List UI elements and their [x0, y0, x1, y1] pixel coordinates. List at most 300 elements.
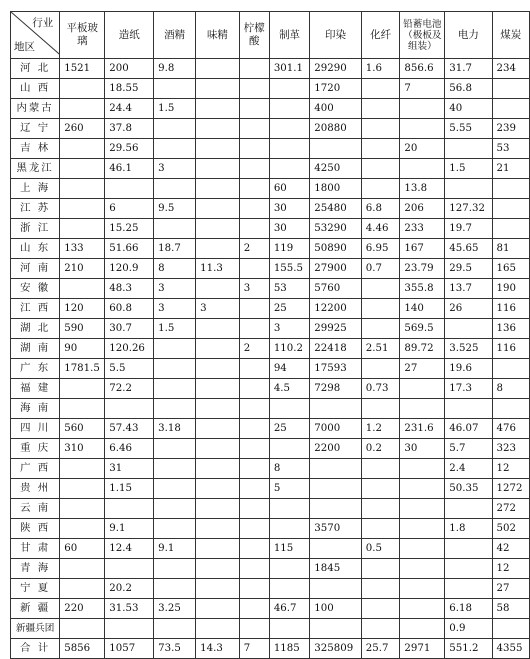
table-row: [11, 139, 530, 159]
table-row: [11, 519, 530, 539]
table-row: [11, 439, 530, 459]
value-cell: [60, 379, 105, 399]
table-row: [11, 219, 530, 239]
table-row: [11, 359, 530, 379]
value-cell: 325809: [310, 639, 361, 659]
value-cell: [361, 119, 400, 139]
value-cell: 60: [60, 539, 105, 559]
value-cell: [445, 139, 492, 159]
value-cell: 231.6: [400, 419, 445, 439]
value-cell: 6.95: [361, 239, 400, 259]
column-header-chemical-fiber: 化纤: [361, 12, 400, 59]
value-cell: [269, 439, 309, 459]
value-cell: [196, 359, 240, 379]
column-header-dyeing: 印染: [310, 12, 361, 59]
value-cell: 53290: [310, 219, 361, 239]
value-cell: 2: [239, 239, 269, 259]
region-cell: 内蒙古: [11, 99, 60, 119]
table-row: [11, 59, 530, 79]
value-cell: 0.9: [445, 619, 492, 639]
value-cell: [154, 619, 196, 639]
value-cell: 22418: [310, 339, 361, 359]
value-cell: 2.4: [445, 459, 492, 479]
value-cell: 73.5: [154, 639, 196, 659]
value-cell: [445, 559, 492, 579]
value-cell: [60, 499, 105, 519]
region-cell: 甘 肃: [11, 539, 60, 559]
value-cell: 4.46: [361, 219, 400, 239]
value-cell: [60, 219, 105, 239]
value-cell: [196, 419, 240, 439]
value-cell: [361, 519, 400, 539]
value-cell: [239, 259, 269, 279]
table-row: [11, 239, 530, 259]
value-cell: [492, 179, 529, 199]
value-cell: [60, 279, 105, 299]
value-cell: [239, 159, 269, 179]
region-cell: 山 西: [11, 79, 60, 99]
value-cell: 116: [492, 299, 529, 319]
value-cell: 7: [239, 639, 269, 659]
value-cell: [361, 619, 400, 639]
data-table-container: [10, 11, 530, 659]
value-cell: 0.2: [361, 439, 400, 459]
column-header-leather: 制革: [269, 12, 309, 59]
value-cell: 31: [105, 459, 154, 479]
region-cell: 云 南: [11, 499, 60, 519]
value-cell: [445, 399, 492, 419]
value-cell: 569.5: [400, 319, 445, 339]
value-cell: 21: [492, 159, 529, 179]
table-row: [11, 319, 530, 339]
value-cell: 239: [492, 119, 529, 139]
value-cell: 13.7: [445, 279, 492, 299]
value-cell: 3: [154, 279, 196, 299]
value-cell: [105, 559, 154, 579]
value-cell: 310: [60, 439, 105, 459]
value-cell: 3.525: [445, 339, 492, 359]
value-cell: 12: [492, 559, 529, 579]
value-cell: [269, 119, 309, 139]
value-cell: [445, 499, 492, 519]
value-cell: 1.5: [154, 99, 196, 119]
value-cell: 81: [492, 239, 529, 259]
value-cell: 51.66: [105, 239, 154, 259]
region-cell: 海 南: [11, 399, 60, 419]
table-row: [11, 559, 530, 579]
value-cell: 856.6: [400, 59, 445, 79]
value-cell: 90: [60, 339, 105, 359]
column-header-papermaking: 造纸: [105, 12, 154, 59]
value-cell: [239, 139, 269, 159]
value-cell: 200: [105, 59, 154, 79]
value-cell: 2971: [400, 639, 445, 659]
value-cell: 3: [239, 279, 269, 299]
value-cell: 6.46: [105, 439, 154, 459]
value-cell: [361, 459, 400, 479]
value-cell: [196, 339, 240, 359]
value-cell: [154, 179, 196, 199]
value-cell: [400, 479, 445, 499]
value-cell: [492, 359, 529, 379]
value-cell: 19.7: [445, 219, 492, 239]
value-cell: 31.53: [105, 599, 154, 619]
value-cell: 1272: [492, 479, 529, 499]
value-cell: 3.18: [154, 419, 196, 439]
value-cell: 1.8: [445, 519, 492, 539]
value-cell: [60, 559, 105, 579]
value-cell: 590: [60, 319, 105, 339]
value-cell: [154, 219, 196, 239]
value-cell: 1.2: [361, 419, 400, 439]
value-cell: 5760: [310, 279, 361, 299]
value-cell: 5.55: [445, 119, 492, 139]
value-cell: [400, 619, 445, 639]
value-cell: 560: [60, 419, 105, 439]
value-cell: 272: [492, 499, 529, 519]
value-cell: 140: [400, 299, 445, 319]
value-cell: [239, 599, 269, 619]
value-cell: [492, 199, 529, 219]
value-cell: [239, 79, 269, 99]
region-cell: 四 川: [11, 419, 60, 439]
value-cell: 127.32: [445, 199, 492, 219]
value-cell: 3: [154, 159, 196, 179]
value-cell: [269, 619, 309, 639]
value-cell: 56.8: [445, 79, 492, 99]
value-cell: [400, 559, 445, 579]
value-cell: [60, 519, 105, 539]
value-cell: [196, 159, 240, 179]
value-cell: [239, 119, 269, 139]
value-cell: 25: [269, 299, 309, 319]
value-cell: [400, 459, 445, 479]
table-row: [11, 599, 530, 619]
value-cell: [361, 179, 400, 199]
value-cell: [492, 399, 529, 419]
value-cell: 5.5: [105, 359, 154, 379]
value-cell: 502: [492, 519, 529, 539]
value-cell: 27900: [310, 259, 361, 279]
value-cell: [269, 559, 309, 579]
value-cell: [196, 179, 240, 199]
value-cell: [196, 239, 240, 259]
value-cell: [310, 539, 361, 559]
value-cell: [154, 339, 196, 359]
value-cell: [154, 479, 196, 499]
value-cell: 190: [492, 279, 529, 299]
table-row: [11, 79, 530, 99]
value-cell: 18.55: [105, 79, 154, 99]
value-cell: 3: [269, 319, 309, 339]
value-cell: [239, 199, 269, 219]
column-header-alcohol: 酒精: [154, 12, 196, 59]
value-cell: [105, 499, 154, 519]
value-cell: [196, 379, 240, 399]
value-cell: [492, 79, 529, 99]
value-cell: [361, 319, 400, 339]
value-cell: [105, 399, 154, 419]
column-header-msg: 味精: [196, 12, 240, 59]
value-cell: [239, 399, 269, 419]
value-cell: 30: [400, 439, 445, 459]
table-row: [11, 419, 530, 439]
table-row: [11, 399, 530, 419]
value-cell: [60, 139, 105, 159]
value-cell: [239, 459, 269, 479]
value-cell: 72.2: [105, 379, 154, 399]
value-cell: 48.3: [105, 279, 154, 299]
region-cell: 安 徽: [11, 279, 60, 299]
value-cell: 27: [400, 359, 445, 379]
value-cell: [154, 459, 196, 479]
value-cell: [492, 619, 529, 639]
value-cell: 1057: [105, 639, 154, 659]
value-cell: [196, 619, 240, 639]
value-cell: 0.5: [361, 539, 400, 559]
column-header-power: 电力: [445, 12, 492, 59]
header-row: [11, 12, 530, 59]
value-cell: [239, 439, 269, 459]
value-cell: [239, 619, 269, 639]
value-cell: 136: [492, 319, 529, 339]
region-cell: 福 建: [11, 379, 60, 399]
value-cell: [239, 499, 269, 519]
value-cell: 6: [105, 199, 154, 219]
value-cell: [492, 219, 529, 239]
value-cell: 20.2: [105, 579, 154, 599]
value-cell: [60, 459, 105, 479]
region-cell: 江 西: [11, 299, 60, 319]
corner-industry-label: 行业: [32, 17, 54, 29]
value-cell: 234: [492, 59, 529, 79]
table-row: [11, 159, 530, 179]
value-cell: 119: [269, 239, 309, 259]
region-cell: 广 西: [11, 459, 60, 479]
value-cell: 4.5: [269, 379, 309, 399]
value-cell: 3.25: [154, 599, 196, 619]
table-row: [11, 119, 530, 139]
value-cell: 1781.5: [60, 359, 105, 379]
value-cell: [196, 439, 240, 459]
value-cell: 1.5: [154, 319, 196, 339]
value-cell: [196, 539, 240, 559]
value-cell: [400, 379, 445, 399]
value-cell: 89.72: [400, 339, 445, 359]
value-cell: [239, 419, 269, 439]
table-row: [11, 259, 530, 279]
value-cell: [154, 399, 196, 419]
value-cell: 5856: [60, 639, 105, 659]
value-cell: [239, 219, 269, 239]
value-cell: [196, 119, 240, 139]
region-cell: 重 庆: [11, 439, 60, 459]
value-cell: 25480: [310, 199, 361, 219]
value-cell: 165: [492, 259, 529, 279]
table-row: [11, 99, 530, 119]
value-cell: 0.7: [361, 259, 400, 279]
value-cell: 1.15: [105, 479, 154, 499]
region-cell: 广 东: [11, 359, 60, 379]
value-cell: [492, 99, 529, 119]
value-cell: 31.7: [445, 59, 492, 79]
value-cell: 206: [400, 199, 445, 219]
value-cell: [239, 559, 269, 579]
value-cell: [60, 159, 105, 179]
value-cell: 29925: [310, 319, 361, 339]
value-cell: [196, 459, 240, 479]
value-cell: 133: [60, 239, 105, 259]
value-cell: [154, 519, 196, 539]
value-cell: [105, 619, 154, 639]
value-cell: [196, 599, 240, 619]
value-cell: [60, 399, 105, 419]
column-header-lead-battery: 铅蓄电池（极板及组装）: [400, 12, 445, 59]
value-cell: 4250: [310, 159, 361, 179]
value-cell: 115: [269, 539, 309, 559]
value-cell: [269, 139, 309, 159]
value-cell: [239, 479, 269, 499]
value-cell: [361, 479, 400, 499]
value-cell: [154, 439, 196, 459]
value-cell: [196, 559, 240, 579]
value-cell: [400, 99, 445, 119]
value-cell: [400, 119, 445, 139]
value-cell: [361, 559, 400, 579]
value-cell: 3570: [310, 519, 361, 539]
value-cell: 53: [492, 139, 529, 159]
value-cell: 9.5: [154, 199, 196, 219]
value-cell: [239, 379, 269, 399]
value-cell: [154, 119, 196, 139]
value-cell: [361, 359, 400, 379]
value-cell: [196, 219, 240, 239]
value-cell: [196, 499, 240, 519]
value-cell: 50.35: [445, 479, 492, 499]
value-cell: 9.8: [154, 59, 196, 79]
value-cell: 53: [269, 279, 309, 299]
table-body: [11, 59, 530, 659]
value-cell: 46.07: [445, 419, 492, 439]
value-cell: 8: [492, 379, 529, 399]
value-cell: 2.51: [361, 339, 400, 359]
table-row: [11, 199, 530, 219]
value-cell: 45.65: [445, 239, 492, 259]
value-cell: 2: [239, 339, 269, 359]
value-cell: 40: [445, 99, 492, 119]
value-cell: 120: [60, 299, 105, 319]
value-cell: 17593: [310, 359, 361, 379]
value-cell: 400: [310, 99, 361, 119]
column-header-flat-glass: 平板玻璃: [60, 12, 105, 59]
value-cell: 6.8: [361, 199, 400, 219]
region-cell: 黑龙江: [11, 159, 60, 179]
value-cell: [400, 519, 445, 539]
value-cell: 551.2: [445, 639, 492, 659]
value-cell: [239, 299, 269, 319]
region-cell: 河 南: [11, 259, 60, 279]
value-cell: [196, 279, 240, 299]
table-row: [11, 459, 530, 479]
value-cell: 100: [310, 599, 361, 619]
region-cell: 江 苏: [11, 199, 60, 219]
value-cell: 3: [154, 299, 196, 319]
value-cell: 323: [492, 439, 529, 459]
value-cell: [196, 479, 240, 499]
value-cell: 1.6: [361, 59, 400, 79]
value-cell: [196, 79, 240, 99]
value-cell: 3: [196, 299, 240, 319]
value-cell: [196, 59, 240, 79]
value-cell: 29.56: [105, 139, 154, 159]
value-cell: [196, 199, 240, 219]
column-header-coal: 煤炭: [492, 12, 529, 59]
value-cell: [310, 499, 361, 519]
value-cell: [310, 619, 361, 639]
table-row: [11, 179, 530, 199]
region-cell: 浙 江: [11, 219, 60, 239]
value-cell: 476: [492, 419, 529, 439]
value-cell: [400, 539, 445, 559]
value-cell: 50890: [310, 239, 361, 259]
value-cell: [400, 399, 445, 419]
value-cell: 260: [60, 119, 105, 139]
region-cell: 湖 北: [11, 319, 60, 339]
region-cell: 湖 南: [11, 339, 60, 359]
table-row: [11, 619, 530, 639]
value-cell: 2200: [310, 439, 361, 459]
value-cell: 46.7: [269, 599, 309, 619]
value-cell: 1.5: [445, 159, 492, 179]
value-cell: [196, 399, 240, 419]
value-cell: 7: [400, 79, 445, 99]
value-cell: [400, 499, 445, 519]
value-cell: 24.4: [105, 99, 154, 119]
region-cell: 陕 西: [11, 519, 60, 539]
value-cell: 8: [154, 259, 196, 279]
value-cell: [361, 299, 400, 319]
value-cell: 355.8: [400, 279, 445, 299]
value-cell: 19.6: [445, 359, 492, 379]
value-cell: 11.3: [196, 259, 240, 279]
value-cell: [239, 519, 269, 539]
value-cell: [196, 519, 240, 539]
region-cell: 新 疆: [11, 599, 60, 619]
region-cell: 河 北: [11, 59, 60, 79]
value-cell: 12.4: [105, 539, 154, 559]
region-cell: 吉 林: [11, 139, 60, 159]
value-cell: [361, 159, 400, 179]
value-cell: 7298: [310, 379, 361, 399]
value-cell: 20: [400, 139, 445, 159]
value-cell: 5: [269, 479, 309, 499]
value-cell: 12200: [310, 299, 361, 319]
industry-region-table: [10, 11, 530, 659]
corner-region-label: 地区: [14, 41, 35, 53]
value-cell: [196, 99, 240, 119]
value-cell: [239, 59, 269, 79]
region-cell: 新疆兵团: [11, 619, 60, 639]
region-cell: 贵 州: [11, 479, 60, 499]
value-cell: 5.7: [445, 439, 492, 459]
value-cell: [60, 479, 105, 499]
value-cell: [154, 139, 196, 159]
value-cell: 13.8: [400, 179, 445, 199]
value-cell: 25.7: [361, 639, 400, 659]
value-cell: [361, 99, 400, 119]
value-cell: [269, 159, 309, 179]
value-cell: [361, 599, 400, 619]
